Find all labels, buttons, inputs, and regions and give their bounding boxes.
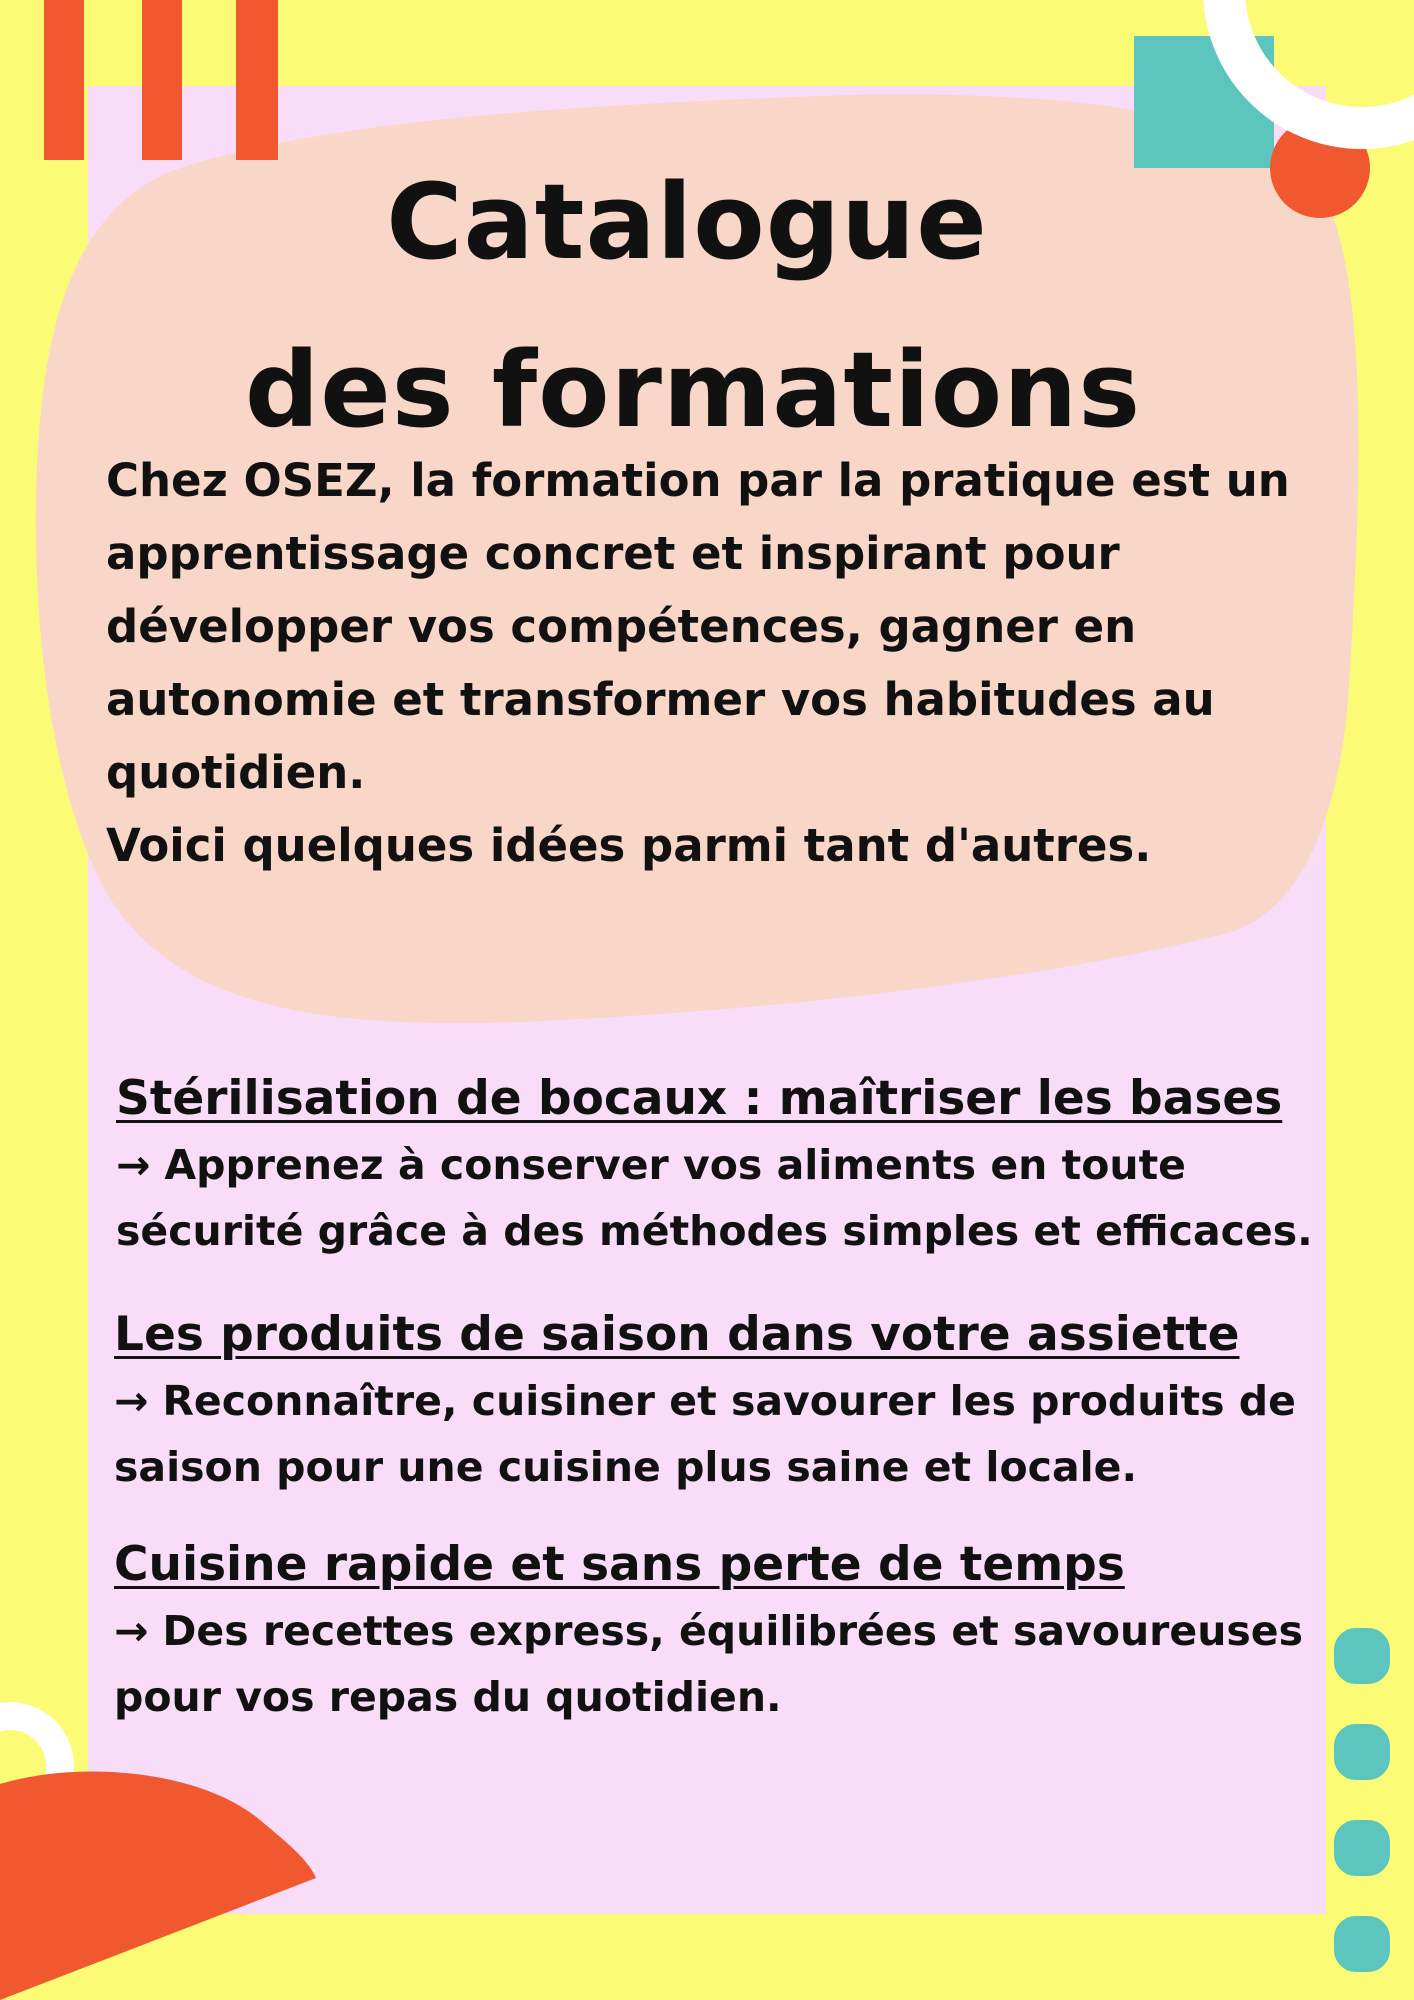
course-item — [114, 1532, 1344, 1730]
intro-paragraph: Chez OSEZ, la formation par la pratique est un apprentissage concret et inspirant pour développer vos compétences, gagner en autonomie et transformer vos habitudes au quotidien. — [106, 454, 1290, 799]
title-line-2: des formations — [244, 329, 1142, 451]
course-description-text: Reconnaître, cuisiner et savourer les produits de saison pour une cuisine plus saine et locale. — [114, 1377, 1296, 1491]
page-title — [0, 138, 1414, 474]
intro-closing: Voici quelques idées parmi tant d'autres. — [106, 819, 1152, 872]
course-item — [116, 1066, 1346, 1264]
course-description — [116, 1132, 1346, 1264]
course-description-text: Apprenez à conserver vos aliments en toute sécurité grâce à des méthodes simples et efficaces. — [116, 1141, 1313, 1255]
course-description — [114, 1368, 1344, 1500]
title-line-1: Catalogue — [386, 161, 988, 283]
arrow-icon: → — [114, 1377, 149, 1425]
course-description — [114, 1598, 1344, 1730]
course-item — [114, 1302, 1344, 1500]
course-title: Cuisine rapide et sans perte de temps — [114, 1537, 1125, 1592]
course-title: Stérilisation de bocaux : maîtriser les bases — [116, 1071, 1283, 1126]
course-title: Les produits de saison dans votre assiette — [114, 1307, 1240, 1362]
arrow-icon: → — [116, 1141, 151, 1189]
intro-text — [106, 444, 1336, 882]
course-description-text: Des recettes express, équilibrées et savoureuses pour vos repas du quotidien. — [114, 1607, 1304, 1721]
arrow-icon: → — [114, 1607, 149, 1655]
